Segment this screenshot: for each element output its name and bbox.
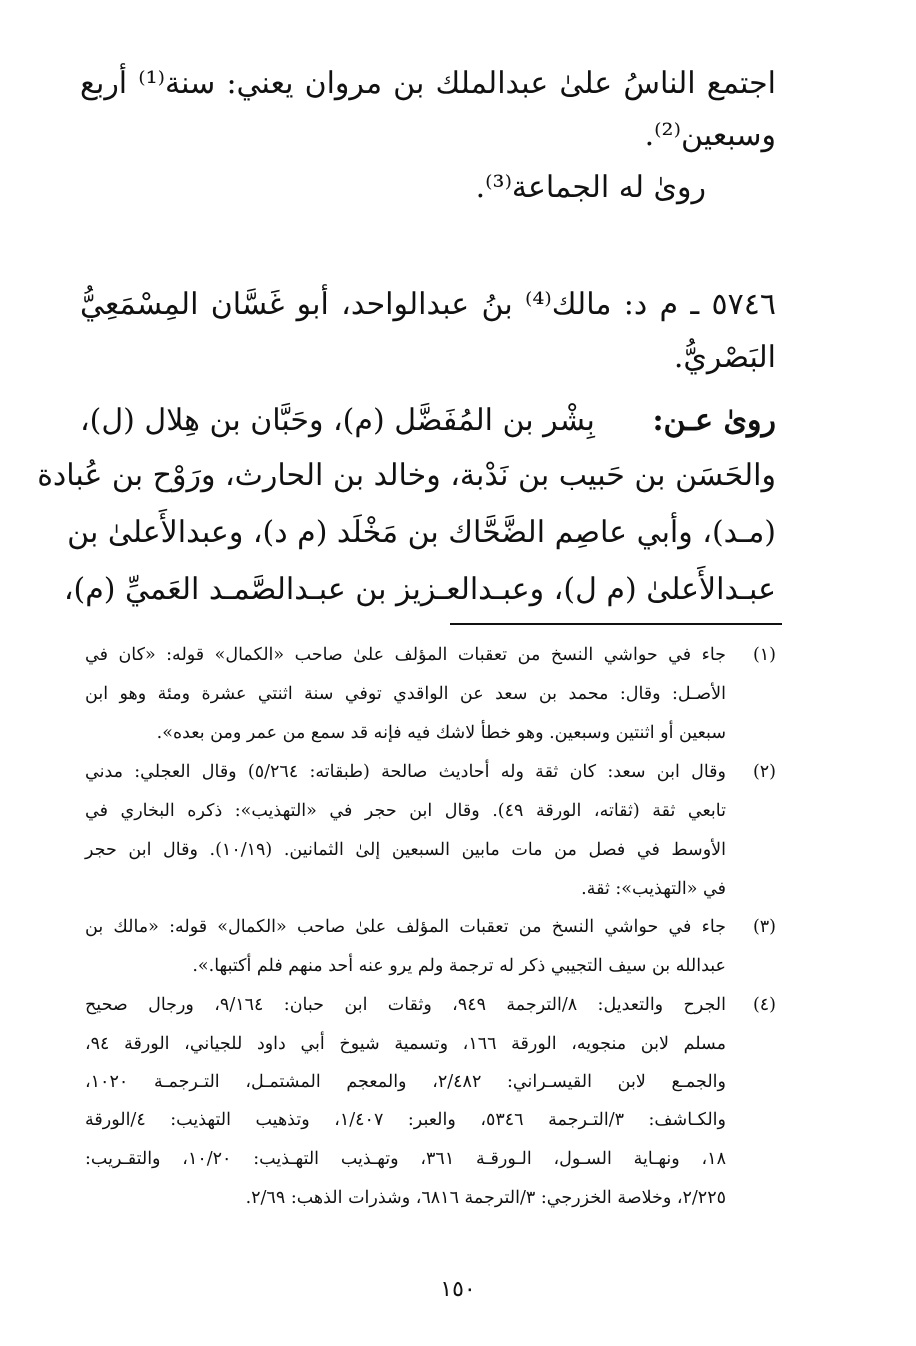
footnote-4-line-1: الجرح والتعديل: ٨/الترجمة ٩٤٩، وثقات ابن حبان: ٩/١٦٤، ورجال صحيح: [85, 995, 726, 1015]
entry-heading-line-1: ٥٧٤٦ ـ م د: مالك⁽⁴⁾ بنُ عبدالواحد، أبو غَسَّان المِسْمَعِيُّ: [80, 287, 776, 322]
footnote-number-2: (٢): [752, 762, 776, 782]
narrators-line-2: والحَسَن بن حَبيب بن نَدْبة، وخالد بن الحارث، ورَوْح بن عُبادة: [37, 458, 776, 493]
main-line-2: وسبعين⁽²⁾.: [644, 118, 776, 153]
footnote-4-line-2: مسلم لابن منجويه، الورقة ١٦٦، وتسمية شيوخ أبي داود للجياني، الورقة ٩٤،: [85, 1034, 727, 1054]
footnote-2-line-3: الأوسط في فصل من مات مابين السبعين إلىٰ الثمانين. (١٠/١٩). وقال ابن حجر: [85, 840, 726, 860]
page-number: ١٥٠: [440, 1277, 476, 1302]
footnote-2-line-4: في «التهذيب»: ثقة.: [581, 879, 726, 899]
main-line-3: روىٰ له الجماعة⁽³⁾.: [475, 170, 706, 205]
footnote-4-line-4: والكـاشف: ٣/التـرجمة ٥٣٤٦، والعبر: ١/٤٠٧، وتذهيب التهذيب: ٤/الورقة: [85, 1110, 726, 1130]
narrators-line-1: [80, 403, 776, 438]
footnote-separator: [450, 623, 782, 625]
footnote-1-line-3: سبعين أو اثنتين وسبعين. وهو خطأ لاشك فيه فإنه قد سمع من عمر ومن بعده».: [156, 723, 726, 743]
footnote-number-3: (٣): [752, 917, 776, 937]
footnote-number-4: (٤): [752, 995, 776, 1015]
footnote-4-line-6: ٢/٢٢٥، وخلاصة الخزرجي: ٣/الترجمة ٦٨١٦، وشذرات الذهب: ٢/٦٩.: [245, 1188, 726, 1208]
footnote-2-line-2: تابعي ثقة (ثقاته، الورقة ٤٩). وقال ابن حجر في «التهذيب»: ذكره البخاري في: [85, 801, 726, 821]
footnote-3-line-2: عبدالله بن سيف التجيبي ذكر له ترجمة ولم يرو عنه أحد منهم فلم أكتبها.».: [192, 956, 726, 976]
narrators-line-1-text: بِشْر بن المُفَضَّل (م)، وحَبَّان بن هِلال (ل)،: [80, 403, 595, 438]
footnote-4-line-3: والجمـع لابن القيسـراني: ٢/٤٨٢، والمعجم المشتمـل، التـرجمـة ١٠٢٠،: [85, 1072, 726, 1092]
entry-heading-line-2: البَصْريُّ.: [673, 340, 776, 375]
footnote-1-line-1: جاء في حواشي النسخ من تعقبات المؤلف علىٰ صاحب «الكمال» قوله: «كان في: [85, 645, 726, 665]
footnote-4-line-5: ١٨، ونهـاية السـول، الـورقـة ٣٦١، وتهـذيب التهـذيب: ١٠/٢٠، والتقـريب:: [85, 1149, 726, 1169]
narrated-from-label: روىٰ عـن:: [652, 403, 776, 438]
footnote-1-line-2: الأصـل: وقال: محمد بن سعد عن الواقدي توفي سنة اثنتي عشرة ومئة وهو ابن: [85, 684, 726, 704]
narrators-line-4: عبـدالأَعلىٰ (م ل)، وعبـدالعـزيز بن عبـدالصَّمـد العَميِّ (م)،: [63, 572, 776, 607]
footnote-3-line-1: جاء في حواشي النسخ من تعقبات المؤلف علىٰ صاحب «الكمال» قوله: «مالك بن: [85, 917, 726, 937]
footnote-number-1: (١): [752, 645, 776, 665]
footnote-2-line-1: وقال ابن سعد: كان ثقة وله أحاديث صالحة (طبقاته: ٥/٢٦٤) وقال العجلي: مدني: [85, 762, 726, 782]
narrators-line-3: (مـد)، وأبي عاصِم الضَّحَّاك بن مَخْلَد (م د)، وعبدالأَعلىٰ بن: [67, 515, 776, 550]
main-line-1: اجتمع الناسُ علىٰ عبدالملك بن مروان يعني: سنة⁽¹⁾ أربع: [80, 66, 776, 101]
